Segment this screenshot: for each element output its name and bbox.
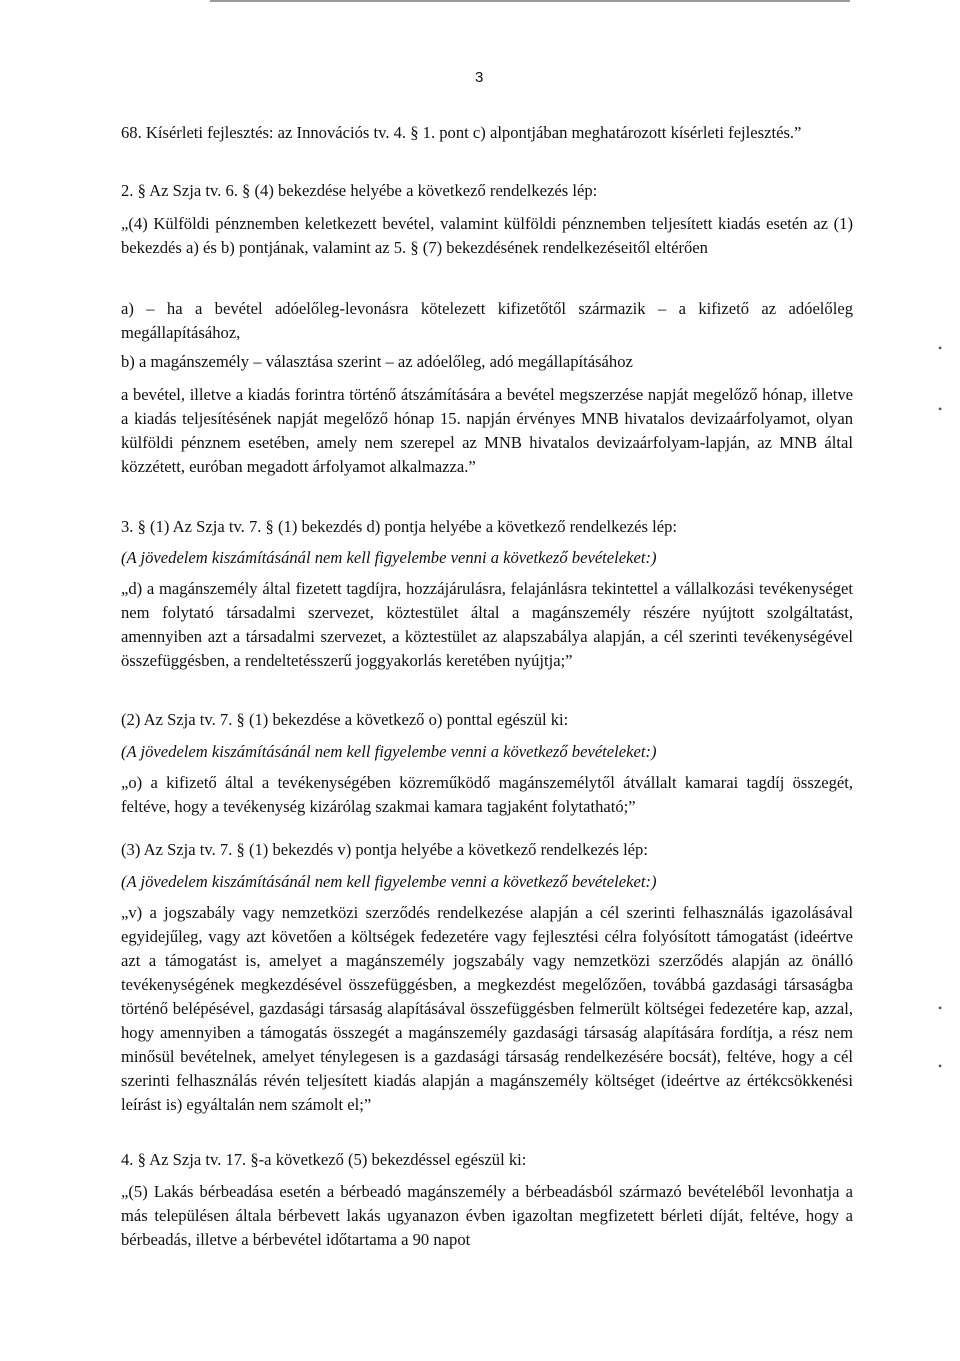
section-3-2-heading: (2) Az Szja tv. 7. § (1) bekezdése a következő o) ponttal egészül ki: — [121, 710, 569, 729]
scan-speck: • — [938, 402, 943, 416]
section-3-3-heading: (3) Az Szja tv. 7. § (1) bekezdés v) pontja helyébe a következő rendelkezés lép: — [121, 840, 648, 859]
section-3-1-heading: 3. § (1) Az Szja tv. 7. § (1) bekezdés d) pontja helyébe a következő rendelkezés lép: — [121, 517, 677, 536]
scan-speck: • — [938, 341, 943, 355]
scan-top-edge — [210, 0, 850, 5]
point-a: a) – ha a bevétel adóelőleg-levonásra kötelezett kifizetőtől származik – a kifizető az adóelőleg megállapításához, — [121, 299, 853, 342]
section-4-heading: 4. § Az Szja tv. 17. §-a következő (5) bekezdéssel egészül ki: — [121, 1150, 527, 1169]
point-o: „o) a kifizető által a tevékenységében közreműködő magánszemélytől átvállalt kamarai tagdíj összegét, feltéve, hogy a tevékenység kizárólag szakmai kamara tagjaként folytatható;” — [121, 773, 853, 816]
page-number: 3 — [475, 69, 484, 86]
point-v: „v) a jogszabály vagy nemzetközi szerződés rendelkezése alapján a cél szerinti felhasználás igazolásával egyidejűleg, vagy azt követően a költségek fedezetére vagy fejlesztési célra folyósított támogatást (ideértve azt a támogatást is, amelyet a magánszemély jogszabály vagy nemzetközi szerződés alapján az önálló tevékenységének megkezdésével összefüggésben, a megkezdést megelőzően, továbbá gazdasági társaságba történő belépésével, gazdasági társaság alapításával összefüggésben felmerült költségei fedezetére kap, azzal, hogy amennyiben a támogatás összegét a magánszemély gazdasági társaság alapítására fordítja, a rész nem minősül bevételnek, amelyet ténylegesen is a gazdasági társaság rendelkezésére bocsát), feltéve, hogy a cél szerinti felhasználás révén teljesített kiadás alapján a magánszemély költséget (ideértve az értékcsökkenési leírást is) egyáltalán nem számolt el;” — [121, 903, 853, 1114]
scan-speck: • — [938, 1059, 943, 1073]
conversion-rule: a bevétel, illetve a kiadás forintra történő átszámítására a bevétel megszerzése napját megelőző hónap, illetve a kiadás teljesítésének napját megelőző hónap 15. napján érvényes MNB hivatalos devizaárfolyamot, olyan külföldi pénznem esetében, amely nem szerepel az MNB hivatalos devizaárfolyam-lapján, az MNB által közzétett, euróban megadott árfolyamot alkalmazza.” — [121, 385, 853, 476]
context-note-3: (A jövedelem kiszámításánál nem kell figyelembe venni a következő bevételeket:) — [121, 872, 657, 891]
definition-68: 68. Kísérleti fejlesztés: az Innovációs tv. 4. § 1. pont c) alpontjában meghatározott kísérleti fejlesztés.” — [121, 123, 802, 142]
section-2-heading: 2. § Az Szja tv. 6. § (4) bekezdése helyébe a következő rendelkezés lép: — [121, 181, 598, 200]
point-b: b) a magánszemély – választása szerint – az adóelőleg, adó megállapításához — [121, 352, 633, 371]
scan-speck: • — [938, 1001, 943, 1015]
context-note-2: (A jövedelem kiszámításánál nem kell figyelembe venni a következő bevételeket:) — [121, 742, 657, 761]
context-note-1: (A jövedelem kiszámításánál nem kell figyelembe venni a következő bevételeket:) — [121, 548, 657, 567]
section-2-paragraph-4: „(4) Külföldi pénznemben keletkezett bevétel, valamint külföldi pénznemben teljesített kiadás esetén az (1) bekezdés a) és b) pontjának, valamint az 5. § (7) bekezdésének rendelkezéseitől eltérően — [121, 214, 853, 257]
point-d: „d) a magánszemély által fizetett tagdíjra, hozzájárulásra, felajánlásra tekintettel a vállalkozási tevékenységet nem folytató társadalmi szervezet, köztestület által a magánszemély részére nyújtott szolgáltatást, amennyiben azt a társadalmi szervezet, a köztestület az alapszabálya alapján, a cél szerinti tevékenységével összefüggésben, a rendeltetésszerű joggyakorlás keretében nyújtja;” — [121, 579, 853, 670]
paragraph-5: „(5) Lakás bérbeadása esetén a bérbeadó magánszemély a bérbeadásból származó bevételéből levonhatja a más településen általa bérbevett lakás ugyanazon évben igazoltan megfizetett bérleti díját, feltéve, hogy a bérbeadás, illetve a bérbevétel időtartama a 90 napot — [121, 1182, 853, 1249]
